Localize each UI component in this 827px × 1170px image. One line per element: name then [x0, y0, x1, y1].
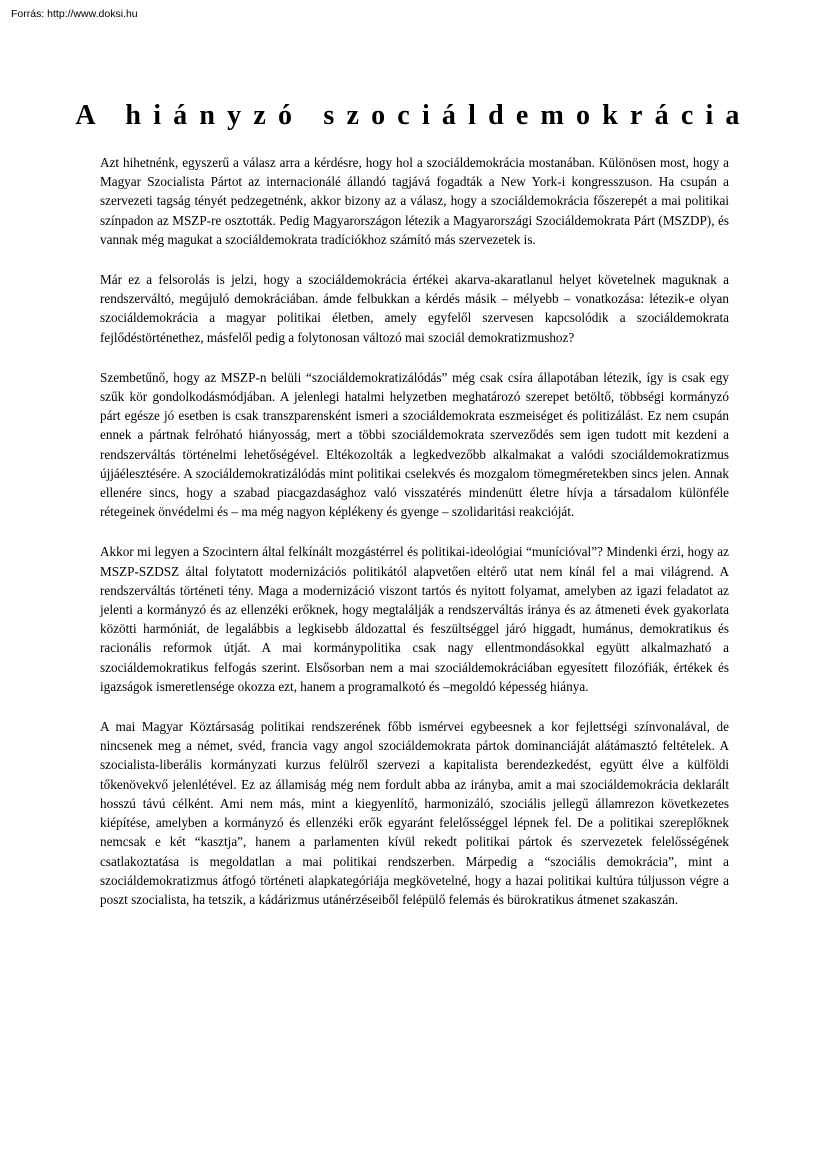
page-title: A hiányzó szociáldemokrácia	[75, 100, 752, 131]
article-body	[100, 153, 729, 930]
paragraph-4: Akkor mi legyen a Szocintern által felkínált mozgástérrel és politikai-ideológiai “munícióval”? Mindenki érzi, hogy az MSZP-SZDSZ által folytatott modernizációs politikától alapvetően eltérő utat nem kínál fel a mai világrend. A rendszerváltás történeti tény. Maga a modernizáció viszont tartós és nyitott folyamat, amelyben az igazi feladatot az jelenti a kormányzó és az ellenzéki erőknek, hogy megtalálják a rendszerváltás iránya és az átmeneti évek gyakorlata közötti harmóniát, de legalábbis a legkisebb áldozattal és feszültséggel járó higgadt, humánus, demokratikus és racionális reformok útját. A mai kormánypolitika csak nagy ellentmondásokkal együtt alkalmazható a szociáldemokratikus felfogás szerint. Elsősorban nem a mai szociáldemokráciában egyesített filozófiák, értékek és igazságok ismeretlensége okozza ezt, hanem a programalkotó és –megoldó képesség hiánya.	[100, 544, 729, 694]
paragraph-5: A mai Magyar Köztársaság politikai rendszerének főbb ismérvei egybeesnek a kor fejlettségi színvonalával, de nincsenek meg a német, svéd, francia vagy angol szociáldemokrata pártok dominanciáját alátámasztó feltételek. A szocialista-liberális kormányzati kurzus felülről szervezi a kapitalista berendezkedést, együtt élve a külföldi tőkenövekvő jelenlétével. Ez az államiság még nem fordult abba az irányba, amit a mai szociáldemokrácia deklarált hosszú távú célként. Ami nem más, mint a kiegyenlítő, harmonizáló, szociális jellegű államrezon következetes kiépítése, amelyben a kormányzó és ellenzéki erők egyaránt felelősséggel lépnek fel. De a politikai szereplőknek nemcsak e két “kasztja”, hanem a parlamenten kívül rekedt politikai pártok és szervezetek felelősségének csatlakoztatása is megoldatlan a mai politikai rendszerben. Márpedig a “szociális demokrácia”, mint a szociáldemokratizmus átfogó történeti alapkategóriája megkövetelné, hogy a hazai politikai kultúra túljusson végre a poszt szocialista, ha tetszik, a kádárizmus utánérzéseiből felépülő felemás és bürokratikus átmenet szakaszán.	[100, 719, 729, 907]
source-link[interactable]: Forrás: http://www.doksi.hu	[11, 8, 138, 20]
paragraph-3: Szembetűnő, hogy az MSZP-n belüli “szociáldemokratizálódás” még csak csíra állapotában létezik, így is csak egy szűk kör gondolkodásmódjában. A jelenlegi hatalmi helyzetben meghatározó szerepet betöltő, többségi kormányzó párt egésze jó esetben is csak transzparensként ismeri a szociáldemokrata eszmeiséget és politizálást. Ez nem csupán ennek a pártnak felróható hiányosság, mert a többi szociáldemokrata szerveződés sem igen tudott mit kezdeni a rendszerváltás történelmi lehetőségével. Eltékozolták a legkedvezőbb alkalmakat a valódi szociáldemokratizmus újjáélesztésére. A szociáldemokratizálódás mint politikai cselekvés és mozgalom tömegméretekben sincs jelen. Annak ellenére sincs, hogy a szabad piacgazdasághoz való visszatérés mindenütt életre hívja a társadalom különféle rétegeinek önvédelmi és – ma még nagyon képlékeny és gyenge – szolidaritási reakcióját.	[100, 369, 729, 520]
paragraph-1: Azt hihetnénk, egyszerű a válasz arra a kérdésre, hogy hol a szociáldemokrácia mostanában. Különösen most, hogy a Magyar Szocialista Pártot az internacionálé állandó tagjává fogadták a New York-i kongresszuson. Ha csupán a szervezeti tagság tényét pedzegetnénk, akkor bizony az a válasz, hogy a szociáldemokrácia főszerepét a mai politikai színpadon az MSZP-re osztották. Pedig Magyarországon létezik a Magyarországi Szociáldemokrata Párt (MSZDP), és vannak még magukat a szociáldemokrata tradíciókhoz számító más szervezetek is.	[100, 155, 729, 247]
paragraph-2: Már ez a felsorolás is jelzi, hogy a szociáldemokrácia értékei akarva-akaratlanul helyet követelnek maguknak a rendszerváltó, megújuló demokráciában. ámde felbukkan a kérdés másik – mélyebb – vonatkozása: létezik-e olyan szociáldemokrácia a magyar politikai életben, amely egyfelől szervesen kapcsolódik a szociáldemokrata fejlődéstörténethez, másfelől pedig a folytonosan változó mai szociál demokratizmushoz?	[100, 272, 729, 345]
